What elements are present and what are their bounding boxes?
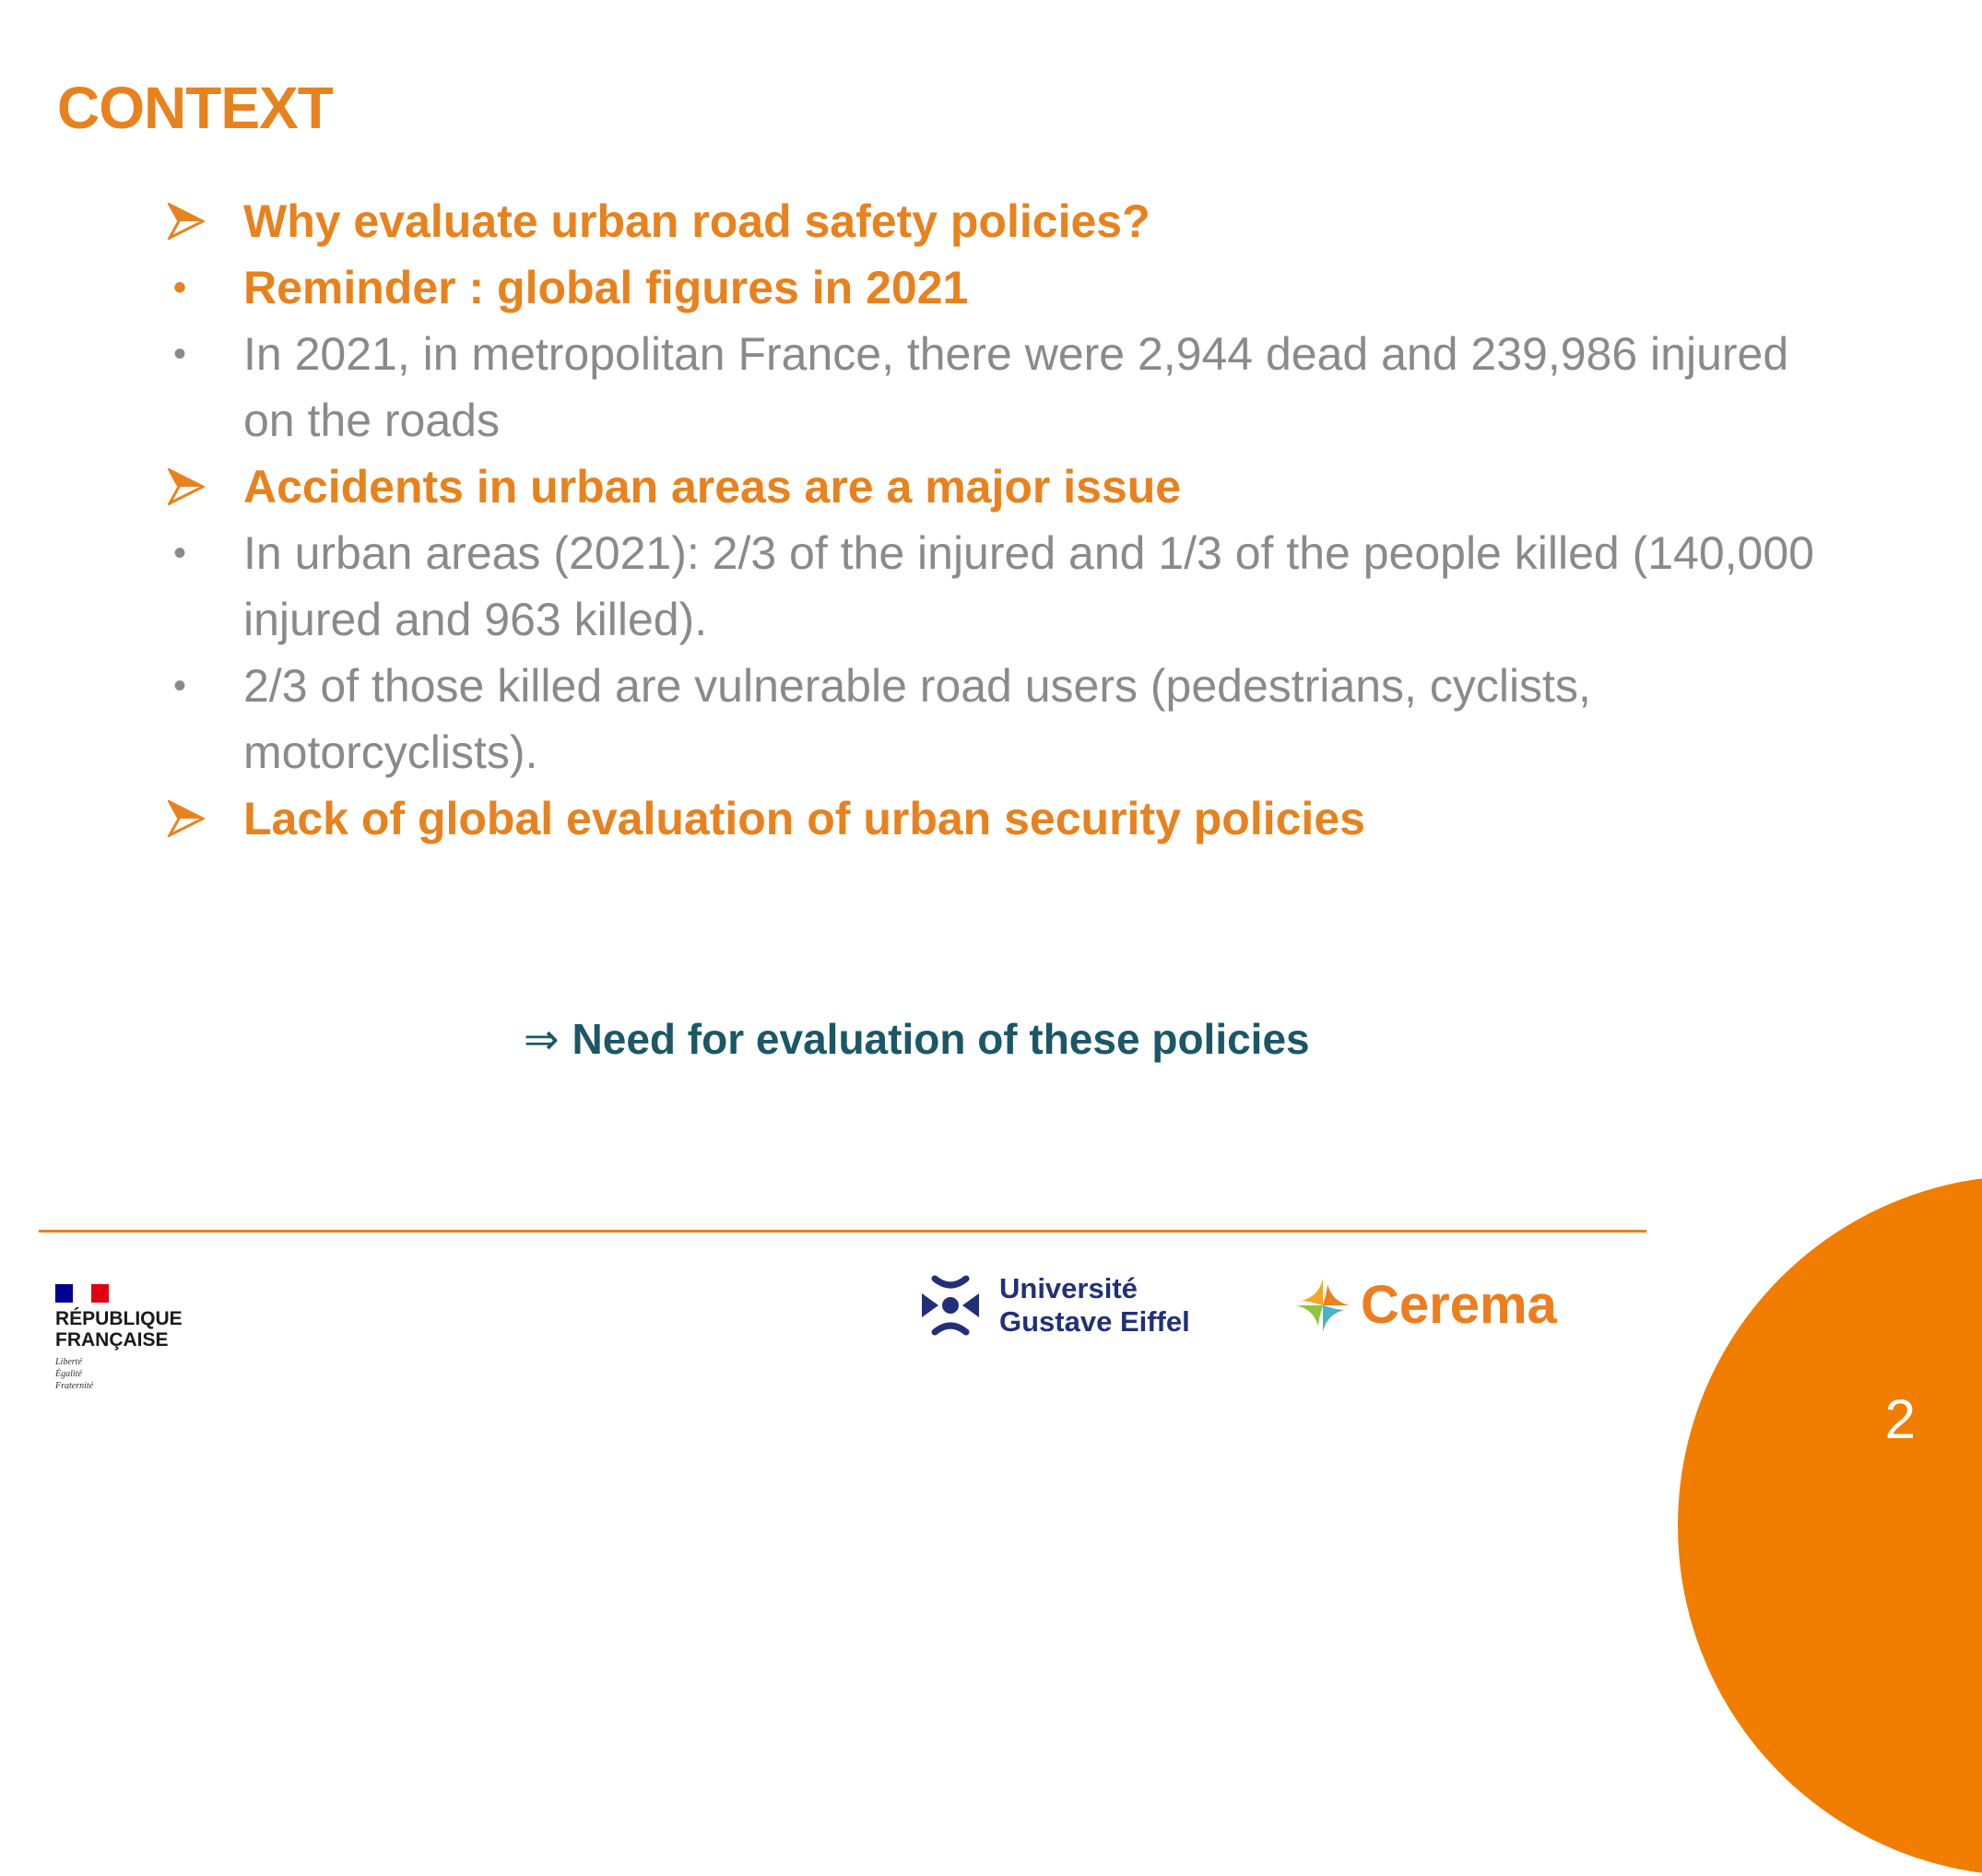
republique-name-line1: RÉPUBLIQUE xyxy=(55,1308,183,1329)
conclusion-text: Need for evaluation of these policies xyxy=(572,1015,1310,1063)
bullet-text: In urban areas (2021): 2/3 of the injured and 1/3 of the people killed (140,000 injured and 963 killed). xyxy=(243,527,1814,645)
bullet-text: Reminder : global figures in 2021 xyxy=(243,262,969,313)
bullet-text: Lack of global evaluation of urban security policies xyxy=(243,793,1365,844)
bullet-item xyxy=(168,321,1827,454)
implies-icon: ⇒ xyxy=(524,1015,560,1063)
bullet-item xyxy=(168,653,1827,785)
motto-line: Liberté xyxy=(55,1357,82,1367)
cerema-logo xyxy=(1294,1274,1557,1336)
arrow-bullet-icon xyxy=(168,454,223,505)
motto-line: Égalité xyxy=(55,1369,82,1379)
bullet-item xyxy=(168,520,1827,653)
universite-line1: Université xyxy=(999,1272,1138,1304)
cerema-name: Cerema xyxy=(1361,1275,1557,1335)
universite-emblem-icon xyxy=(918,1273,983,1338)
footer-divider xyxy=(39,1230,1646,1233)
universite-gustave-eiffel-logo xyxy=(918,1272,1190,1339)
republique-name-line2: FRANÇAISE xyxy=(55,1329,169,1351)
bullet-text: Accidents in urban areas are a major issue xyxy=(243,461,1182,513)
republique-francaise-logo xyxy=(55,1284,203,1392)
bullet-item xyxy=(168,188,1827,254)
conclusion xyxy=(524,1014,1310,1064)
page-number: 2 xyxy=(1884,1388,1916,1450)
corner-decoration xyxy=(1678,1175,1982,1876)
universite-name xyxy=(999,1272,1190,1339)
arrow-bullet-icon xyxy=(168,785,223,837)
flag-icon xyxy=(55,1284,109,1303)
motto-line: Fraternité xyxy=(55,1381,94,1391)
republique-motto xyxy=(55,1356,203,1392)
bullet-text: Why evaluate urban road safety policies? xyxy=(243,195,1150,247)
bullet-item xyxy=(168,785,1827,852)
dot-bullet-icon: • xyxy=(173,334,187,374)
bullet-text: 2/3 of those killed are vulnerable road users (pedestrians, cyclists, motorcyclists). xyxy=(243,660,1591,778)
bullet-text: In 2021, in metropolitan France, there were 2,944 dead and 239,986 injured on the roads xyxy=(243,328,1789,446)
arrow-bullet-icon xyxy=(168,188,223,240)
bullet-item xyxy=(168,454,1827,520)
cerema-emblem-icon xyxy=(1294,1277,1351,1334)
slide-title: CONTEXT xyxy=(57,75,333,141)
bullet-list xyxy=(168,188,1827,852)
dot-bullet-icon: • xyxy=(173,666,187,706)
universite-line2: Gustave Eiffel xyxy=(999,1305,1190,1338)
bullet-item xyxy=(168,254,1827,321)
dot-bullet-icon: • xyxy=(173,267,187,308)
dot-bullet-icon: • xyxy=(173,533,187,573)
